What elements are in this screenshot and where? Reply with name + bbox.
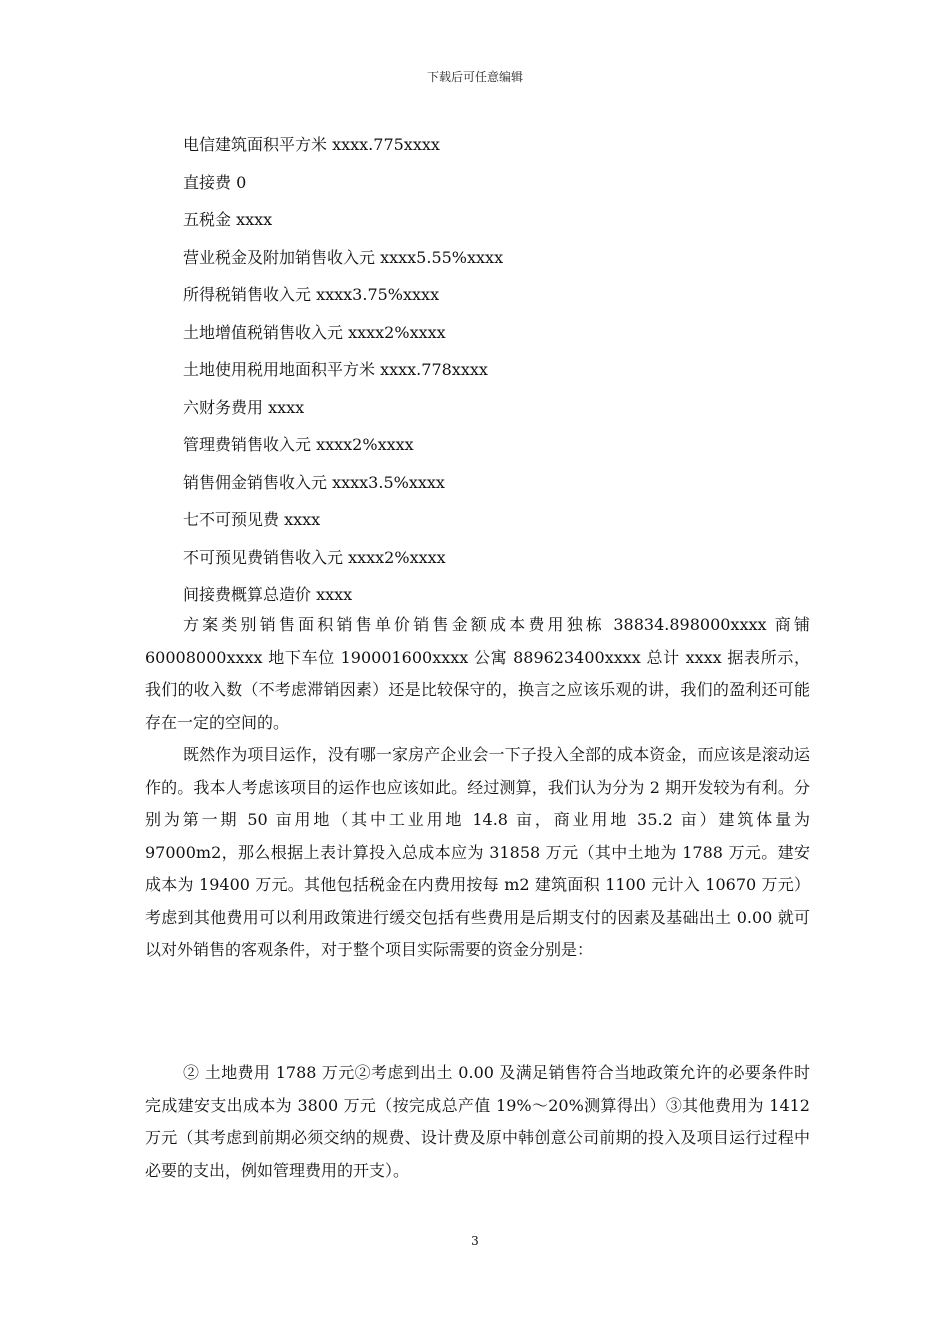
page-number: 3 <box>471 1234 479 1248</box>
paragraph-phasing: 既然作为项目运作，没有哪一家房产企业会一下子投入全部的成本资金，而应该是滚动运作的。我本人考虑该项目的运作也应该如此。经过测算，我们认为分为 2 期开发较为有利。分别为第一期 50 亩用地（其中工业用地 14.8 亩，商业用地 35.2 亩）建筑体量为 97000m2，那么根据上表计算投入总成本应为 31858 万元（其中土地为 1788 万元。建安成本为 19400 万元。其他包括税金在内费用按每 m2 建筑面积 1100 元计入 10670 万元）考虑到其他费用可以利用政策进行缓交包括有些费用是后期支付的因素及基础出土 0.00 就可以对外销售的客观条件，对于整个项目实际需要的资金分别是： <box>145 745 810 959</box>
list-item: 七不可预见费 xxxx <box>183 510 321 529</box>
list-item: 间接费概算总造价 xxxx <box>183 585 353 604</box>
page-header: 下载后可任意编辑 <box>426 70 523 84</box>
list-item: 营业税金及附加销售收入元 xxxx5.55%xxxx <box>183 247 504 267</box>
list-item: 不可预见费销售收入元 xxxx2%xxxx <box>183 547 446 567</box>
list-item: 五税金 xxxx <box>183 210 273 229</box>
list-item: 土地使用税用地面积平方米 xxxx.778xxxx <box>183 360 488 379</box>
list-item: 电信建筑面积平方米 xxxx.775xxxx <box>183 135 440 154</box>
list-item: 销售佣金销售收入元 xxxx3.5%xxxx <box>183 472 445 492</box>
list-item: 六财务费用 xxxx <box>183 397 305 417</box>
list-item: 管理费销售收入元 xxxx2%xxxx <box>183 435 414 454</box>
list-item: 土地增值税销售收入元 xxxx2%xxxx <box>183 322 446 342</box>
list-item: 直接费 0 <box>183 172 247 192</box>
paragraph-funding: ② 土地费用 1788 万元②考虑到出土 0.00 及满足销售符合当地政策允许的必要条件时完成建安支出成本为 3800 万元（按完成总产值 19%～20%测算得出）③其他费用为 1412 万元（其考虑到前期必须交纳的规费、设计费及原中韩创意公司前期的投入及项目运行过程中必要的支出，例如管理费用的开支）。 <box>145 1063 810 1180</box>
list-item: 所得税销售收入元 xxxx3.75%xxxx <box>183 285 440 304</box>
cost-item-list <box>183 126 823 614</box>
paragraph-revenue: 方案类别销售面积销售单价销售金额成本费用独栋 38834.898000xxxx 商铺 60008000xxxx 地下车位 190001600xxxx 公寓 889623400xxxx 总计 xxxx 据表所示，我们的收入数（不考虑滞销因素）还是比较保守的，换言之应该乐观的讲，我们的盈利还可能存在一定的空间的。 <box>145 615 810 732</box>
